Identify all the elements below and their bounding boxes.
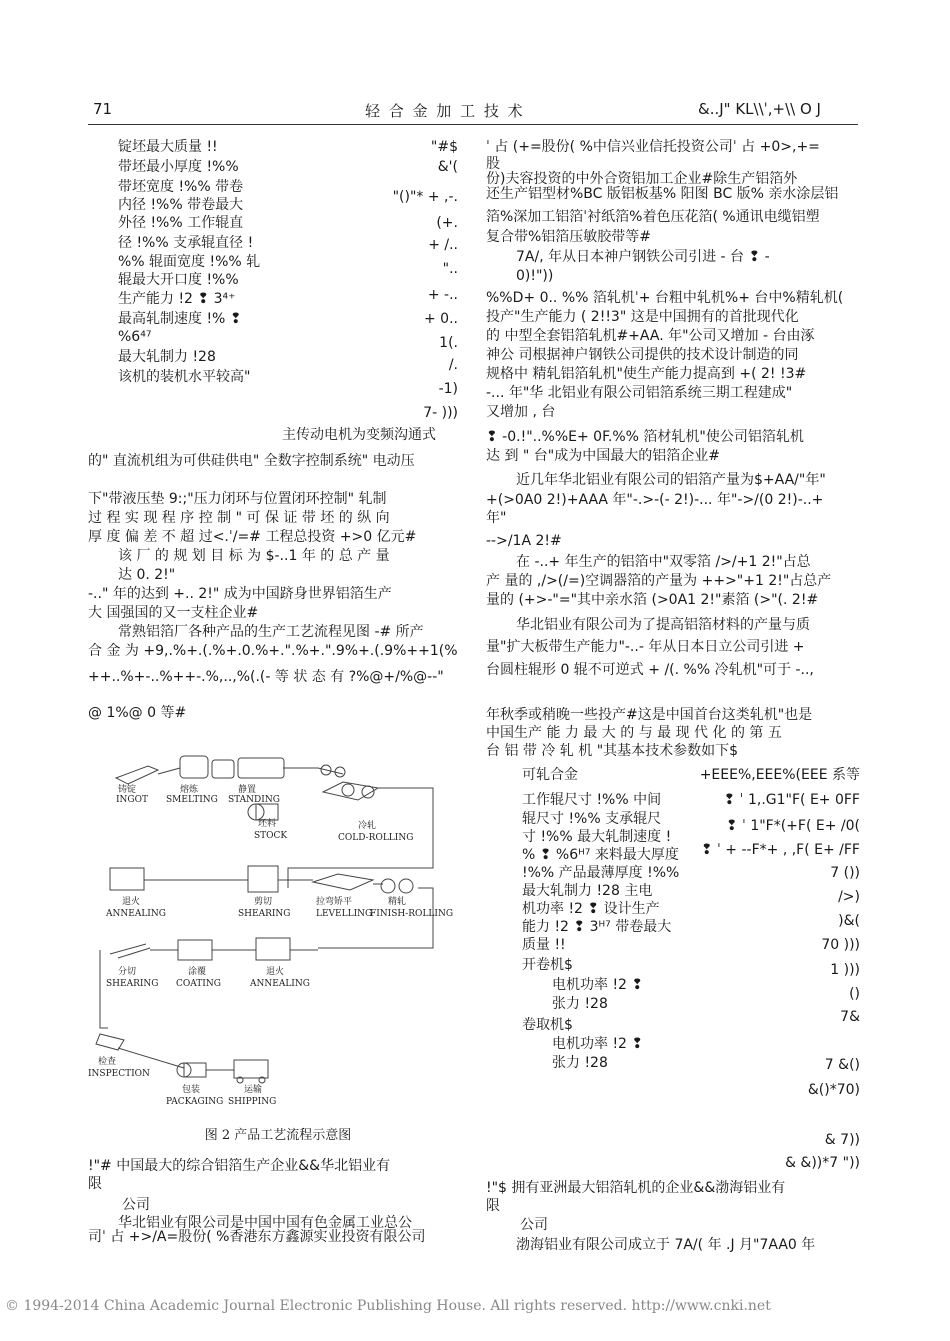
param-label: 带坯宽度 !%% 带卷 <box>118 179 244 195</box>
spec-label: 电机功率 !2 ❢ <box>552 1036 644 1052</box>
spec-value: 7& <box>840 1009 860 1025</box>
spec-label: % ❢ %6ᴴ⁷ 来料最大厚度 <box>522 847 679 863</box>
text-line: 下"带液压垫 9:;"压力闭环与位置闭环控制" 轧制 <box>88 491 387 507</box>
param-label: %% 辊面宽度 !%% 轧 <box>118 254 261 270</box>
param-label: 生产能力 !2 ❢ 3⁴⁺ <box>118 291 236 307</box>
label-finish-cn: 精轧 <box>388 897 407 907</box>
text-line: 量"扩大板带生产能力"-..- 年从日本日立公司引进 + <box>486 639 805 655</box>
section-heading-cont: 公司 <box>122 1197 150 1213</box>
param-label: %6⁴⁷ <box>118 329 152 345</box>
text-line: 在 -..+ 年生产的铝箔中"双零箔 />/+1 2!"占总 <box>516 554 811 570</box>
shearing-machine-icon <box>248 866 278 892</box>
shipping-truck-icon <box>234 1060 268 1078</box>
param-value: 7- ))) <box>423 405 458 421</box>
param-value: + /.. <box>428 237 458 253</box>
param-value: 1(. <box>439 335 458 351</box>
label-standing-en: STANDING <box>228 795 280 805</box>
text-line: 7A/, 年从日本神户钢铁公司引进 - 台 ❢ - <box>516 249 770 265</box>
text-line: 华北铝业有限公司是中国中国有色金属工业总公 <box>118 1215 412 1231</box>
label-shearing1-en: SHEARING <box>238 909 291 919</box>
text-line: @ 1%@ 0 等# <box>88 705 187 721</box>
text-line: 厚 度 偏 差 不 超 过<.ˈ/=# 工程总投资 +>0 亿元# <box>88 529 417 545</box>
spec-label: 开卷机$ <box>522 957 573 973</box>
spec-value: ❢ ˈ + --F*+ , ,F( E+ /FF <box>700 842 860 858</box>
param-value: + 0.. <box>424 311 458 327</box>
levelling-icon <box>313 874 373 890</box>
text-line: -... 年"华 北铝业有限公司铝箔系统三期工程建成" <box>486 385 793 401</box>
spec-value: &()*70) <box>807 1082 860 1098</box>
text-line: 达 0. 2!" <box>118 567 176 583</box>
label-stock-en: STOCK <box>254 831 288 841</box>
text-line: ˈ 占 (+=股份( %中信兴业信托投资公司ˈ 占 +0>,+= <box>486 139 820 155</box>
text-line: 箔%深加工铝箔ˈ衬纸箔%着色压花箔( %通讯电缆铝塑 <box>486 209 820 225</box>
spec-label: 能力 !2 ❢ 3ᴴ⁷ 带卷最大 <box>522 919 672 935</box>
label-inspection-cn: 检查 <box>98 1057 117 1067</box>
text-line: 神公 司根据神户钢铁公司提供的技术设计制造的同 <box>486 347 799 363</box>
param-label: 内径 !%% 带卷最大 <box>118 197 244 213</box>
spec-label: 卷取机$ <box>522 1017 573 1033</box>
text-line: 渤海铝业有限公司成立于 7A/( 年 .J 月"7AA0 年 <box>516 1237 816 1253</box>
text-line: 份)夫容投资的中外合资铝加工企业#除生产铝箔外 <box>486 171 798 187</box>
label-shipping-cn: 运输 <box>244 1085 263 1095</box>
text-line: 该 厂 的 规 划 目 标 为 $-..1 年 的 总 产 量 <box>118 548 390 564</box>
spec-value: +EEE%,EEE%(EEE 系等 <box>699 767 860 783</box>
label-shipping-en: SHIPPING <box>228 1097 277 1107</box>
text-line: -.." 年的达到 +.. 2!" 成为中国跻身世界铝箔生产 <box>88 586 392 602</box>
param-value: ".. <box>442 261 458 277</box>
text-line: +(>0A0 2!)+AAA 年"-.>-(- 2!)-... 年"->/(0 2!)-..+ <box>486 492 824 508</box>
spec-label: 电机功率 !2 ❢ <box>552 977 644 993</box>
label-packaging-cn: 包装 <box>182 1085 201 1095</box>
param-label: 锭坯最大质量 !! <box>118 139 218 155</box>
spec-value: () <box>849 986 860 1002</box>
param-value: (+. <box>436 215 458 231</box>
spec-label: 寸 !%% 最大轧制速度 ! <box>522 829 672 845</box>
text-line: 又增加 , 台 <box>486 404 556 420</box>
spec-label: !%% 产品最薄厚度 !%% <box>522 865 680 881</box>
label-shearing2-en: SHEARING <box>106 979 159 989</box>
label-annealing2-cn: 退火 <box>266 967 285 977</box>
label-cold-en: COLD-ROLLING <box>338 833 414 843</box>
standing-furnace-icon <box>238 758 284 778</box>
text-line: 台圆柱辊形 0 辊不可逆式 + /(. %% 冷轧机"可于 -.., <box>486 662 814 678</box>
text-line: 的" 直流机组为可供硅供电" 全数字控制系统" 电动压 <box>88 453 415 469</box>
spec-label: 质量 !! <box>522 937 566 953</box>
label-finish-en: FINISH-ROLLING <box>370 909 454 919</box>
text-line: 台 铝 带 冷 轧 机 "其基本技术参数如下$ <box>486 743 739 759</box>
label-ingot-en: INGOT <box>116 795 149 805</box>
text-line: 近几年华北铝业有限公司的铝箔产量为$+AA/"年" <box>516 472 826 488</box>
spec-label: 张力 !28 <box>552 996 608 1012</box>
copyright-footer: © 1994-2014 China Academic Journal Electronic Publishing House. All rights reserved. http://www.cnki.net <box>5 1298 771 1314</box>
spec-label: 张力 !28 <box>552 1055 608 1071</box>
label-stock-cn: 坯料 <box>258 819 277 829</box>
spec-value: )&( <box>838 913 860 929</box>
spec-label: 机功率 !2 ❢ 设计生产 <box>522 901 660 917</box>
label-smelting-cn: 熔炼 <box>180 785 199 795</box>
param-value: + -.. <box>427 287 458 303</box>
ingot-icon <box>116 766 158 784</box>
text-line: 主传动电机为变频沟通式 <box>282 427 436 443</box>
param-label: 最大轧制力 !28 <box>118 349 216 365</box>
spec-value: & &))*7 ")) <box>785 1155 860 1171</box>
text-line: 中国生产 能 力 最 大 的 与 最 现 代 化 的 第 五 <box>486 725 782 741</box>
text-line: ++..%+-..%++-.%,..,%(.(- 等 状 态 有 ?%@+/%@--" <box>88 669 444 685</box>
param-label: 该机的装机水平较高" <box>118 369 251 385</box>
text-line: 大 国强国的又一支柱企业# <box>88 605 259 621</box>
annealing-furnace-2-icon <box>256 938 290 960</box>
label-standing-cn: 静置 <box>238 785 257 795</box>
process-flow-figure <box>88 718 468 1118</box>
inspection-icon <box>96 1034 124 1050</box>
text-line: 司ˈ 占 +>/A=股份( %香港东方鑫源实业投资有限公司 <box>88 1229 426 1245</box>
text-line: 股 <box>486 156 500 172</box>
text-line: 华北铝业有限公司为了提高铝箔材料的产量与质 <box>516 617 810 633</box>
page-number: 71 <box>93 100 113 118</box>
param-label: 辊最大开口度 !%% <box>118 272 239 288</box>
label-levelling-en: LEVELLING <box>316 909 373 919</box>
spec-value: 7 &() <box>824 1057 860 1073</box>
spec-label: 最大轧制力 !28 主电 <box>522 883 653 899</box>
label-cold-cn: 冷轧 <box>358 821 377 831</box>
param-label: 外径 !%% 工作辊直 <box>118 215 244 231</box>
label-annealing1-cn: 退火 <box>122 897 141 907</box>
smelting-furnace-icon <box>180 756 208 778</box>
text-line: 过 程 实 现 程 序 控 制 " 可 保 证 带 坯 的 纵 向 <box>88 510 390 526</box>
journal-title: 轻 合 金 加 工 技 术 <box>365 102 525 120</box>
param-label: 径 !%% 支承辊直径 ! <box>118 235 254 251</box>
param-value: /. <box>448 357 458 373</box>
section-heading-cont: 公司 <box>520 1217 548 1233</box>
text-line: 还生产铝型材%BC 版铝板基% 阳图 BC 版% 亲水涂层铝 <box>486 186 839 202</box>
spec-value: 1 ))) <box>830 962 860 978</box>
param-label: 最高轧制速度 !% ❢ <box>118 311 242 327</box>
text-line: 规格中 精轧铝箔轧机"使生产能力提高到 +( 2! !3# <box>486 366 807 382</box>
text-line: 复合带%铝箔压敏胶带等# <box>486 229 652 245</box>
spec-label: 辊尺寸 !%% 支承辊尺 <box>522 811 662 827</box>
label-ingot-cn: 铸锭 <box>118 785 137 795</box>
text-line: 量的 (+>-"="其中亲水箔 (>0A1 2!"素箔 (>"(. 2!# <box>486 592 819 608</box>
text-line: 0)!")) <box>516 268 554 284</box>
spec-label: 可轧合金 <box>522 767 578 783</box>
label-shearing1-cn: 剪切 <box>254 897 273 907</box>
text-line: ❢ -0.!"..%%E+ 0F.%% 箔材轧机"使公司铝箔轧机 <box>486 429 804 445</box>
spec-value: />) <box>838 889 860 905</box>
label-coating-en: COATING <box>176 979 221 989</box>
label-smelting-en: SMELTING <box>166 795 218 805</box>
figure-caption: 图 2 产品工艺流程示意图 <box>204 1128 352 1143</box>
section-heading: !"# 中国最大的综合铝箔生产企业&&华北铝业有 <box>88 1158 391 1174</box>
label-levelling-cn: 拉弯矫平 <box>316 897 353 907</box>
spec-value: & 7)) <box>824 1132 860 1148</box>
text-line: 产 量的 ,/>(/=)空调器箔的产量为 ++>"+1 2!"占总产 <box>486 573 832 589</box>
text-line: 合 金 为 +9,.%+.(.%+.0.%+.".%+.".9%+.(.9%++1(% <box>88 643 458 659</box>
text-line: 年" <box>486 510 507 526</box>
text-line: 的 中型全套铝箔轧机#+AA. 年"公司又增加 - 台由涿 <box>486 328 815 344</box>
spec-value: ❢ ˈ 1"F*(+F( E+ /0( <box>725 818 860 834</box>
section-heading-cont: 限 <box>486 1198 500 1214</box>
header-rule <box>88 124 858 125</box>
label-packaging-en: PACKAGING <box>166 1097 224 1107</box>
label-inspection-en: INSPECTION <box>88 1069 150 1079</box>
text-line: 投产"生产能力 ( 2!!3" 这是中国拥有的首批现代化 <box>486 309 799 325</box>
coating-machine-icon <box>178 940 212 960</box>
text-line: %%D+ 0.. %% 箔轧机ˈ+ 台粗中轧机%+ 台中%精轧机( <box>486 290 844 306</box>
text-line: 常熟铝箔厂各种产品的生产工艺流程见图 -# 所产 <box>118 624 424 640</box>
issue-info: &..J" KL\\ˈ,+\\ O J <box>698 100 821 118</box>
param-value: -1) <box>438 381 458 397</box>
finish-rolling-icon <box>381 879 395 893</box>
section-heading-cont: 限 <box>88 1176 102 1192</box>
label-annealing2-en: ANNEALING <box>250 979 310 989</box>
slitting-icon <box>110 944 150 958</box>
param-label: 带坯最小厚度 !%% <box>118 159 239 175</box>
section-heading: !"$ 拥有亚洲最大铝箔轧机的企业&&渤海铝业有 <box>486 1180 786 1196</box>
param-value: &'( <box>437 159 458 175</box>
text-line: 达 到 " 台"成为中国最大的铝箔企业# <box>486 448 720 464</box>
label-coating-cn: 涂覆 <box>188 967 207 977</box>
spec-value: ❢ ˈ 1,.G1"F( E+ 0FF <box>723 792 860 808</box>
param-value: "#$ <box>430 139 458 155</box>
param-value: "()"* + ,-. <box>392 189 458 205</box>
spec-value: 70 ))) <box>821 937 860 953</box>
spec-label: 工作辊尺寸 !%% 中间 <box>522 792 662 808</box>
text-line: 年秋季或稍晚一些投产#这是中国首台这类轧机"也是 <box>486 707 813 723</box>
spec-value: 7 ()) <box>830 865 860 881</box>
annealing-furnace-icon <box>110 868 144 890</box>
text-line: -->/1A 2!# <box>486 533 562 549</box>
label-annealing1-en: ANNEALING <box>106 909 166 919</box>
label-shearing2-cn: 分切 <box>118 967 137 977</box>
